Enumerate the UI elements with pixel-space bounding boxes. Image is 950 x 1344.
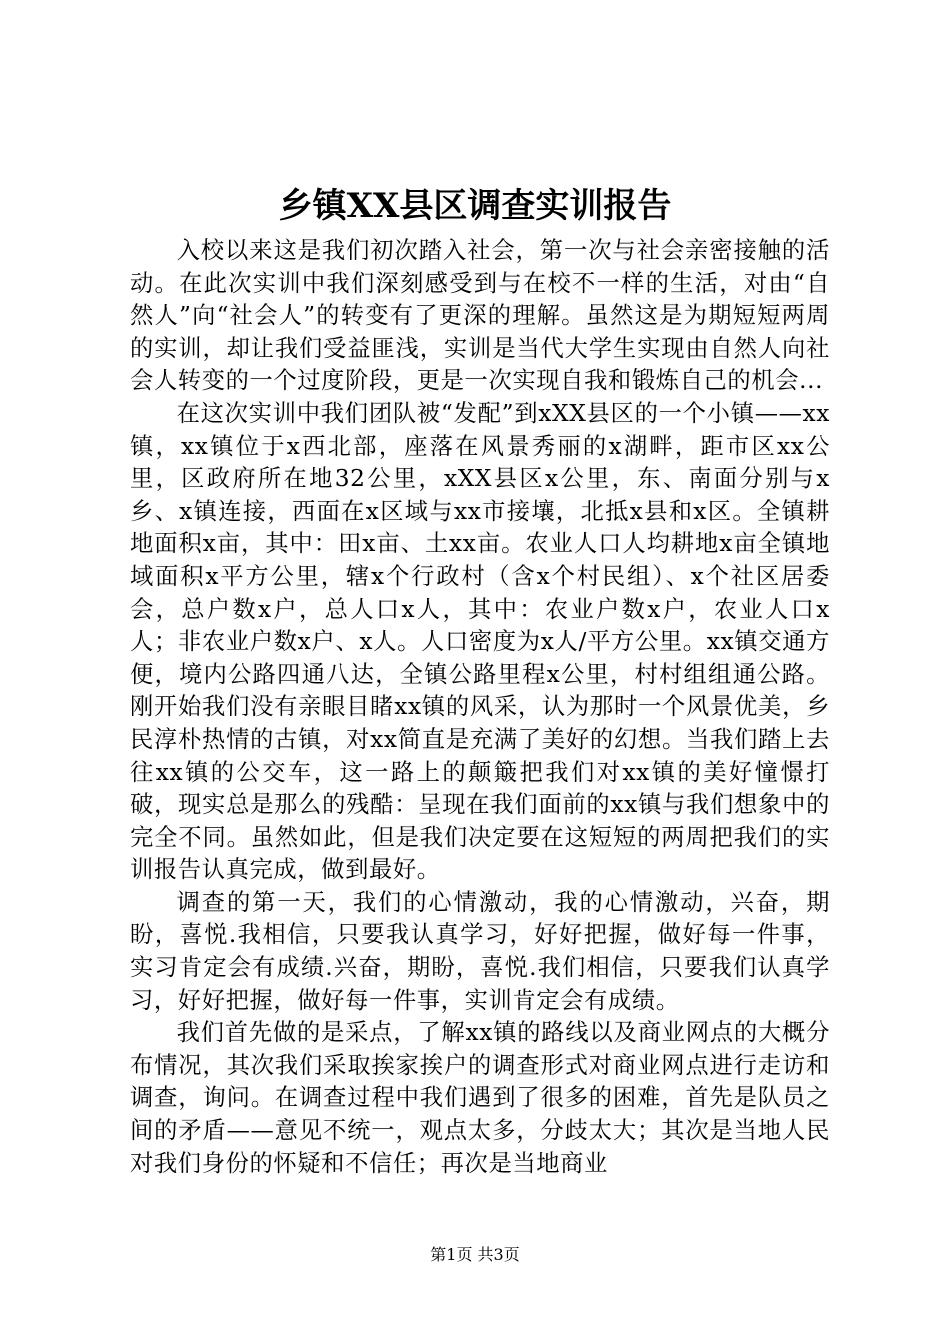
page-footer: 第1页 共3页 <box>430 1245 520 1264</box>
paragraph-first-day: 调查的第一天，我们的心情激动，我的心情激动，兴奋，期盼，喜悦.我相信，只要我认真学习，好好把握，做好每一件事，实习肯定会有成绩.兴奋，期盼，喜悦.我们相信，只要我们认真学习，好好把握，做好每一件事，实训肯定会有成绩。 <box>130 888 830 1014</box>
document-body <box>130 235 830 1180</box>
paragraph-town-overview: 在这次实训中我们团队被“发配”到xXX县区的一个小镇——xx镇，xx镇位于x西北部，座落在风景秀丽的x湖畔，距市区xx公里，区政府所在地32公里，xXX县区x公里，东、南面分别与x乡、x镇连接，西面在x区域与xx市接壤，北抵x县和x区。全镇耕地面积x亩，其中：田x亩、土xx亩。农业人口人均耕地x亩全镇地域面积x平方公里，辖x个行政村（含x个村民组）、x个社区居委会，总户数x户，总人口x人，其中：农业户数x户，农业人口x人；非农业户数x户、x人。人口密度为x人/平方公里。xx镇交通方便，境内公路四通八达，全镇公路里程x公里，村村组组通公路。刚开始我们没有亲眼目睹xx镇的风采，认为那时一个风景优美，乡民淳朴热情的古镇，对xx简直是充满了美好的幻想。当我们踏上去往xx镇的公交车，这一路上的颠簸把我们对xx镇的美好憧憬打破，现实总是那么的残酷：呈现在我们面前的xx镇与我们想象中的完全不同。虽然如此，但是我们决定要在这短短的两周把我们的实训报告认真完成，做到最好。 <box>130 399 830 884</box>
document-title: 乡镇XX县区调查实训报告 <box>278 186 672 226</box>
paragraph-intro: 入校以来这是我们初次踏入社会，第一次与社会亲密接触的活动。在此次实训中我们深刻感受到与在校不一样的生活，对由“自然人”向“社会人”的转变有了更深的理解。虽然这是为期短短两周的实训，却让我们受益匪浅，实训是当代大学生实现由自然人向社会人转变的一个过度阶段，更是一次实现自我和锻炼自己的机会... <box>130 237 830 395</box>
paragraph-survey-process: 我们首先做的是采点，了解xx镇的路线以及商业网点的大概分布情况，其次我们采取挨家挨户的调查形式对商业网点进行走访和调查，询问。在调查过程中我们遇到了很多的困难，首先是队员之间的矛盾——意见不统一，观点太多，分歧太大；其次是当地人民对我们身份的怀疑和不信任；再次是当地商业 <box>130 1019 830 1177</box>
